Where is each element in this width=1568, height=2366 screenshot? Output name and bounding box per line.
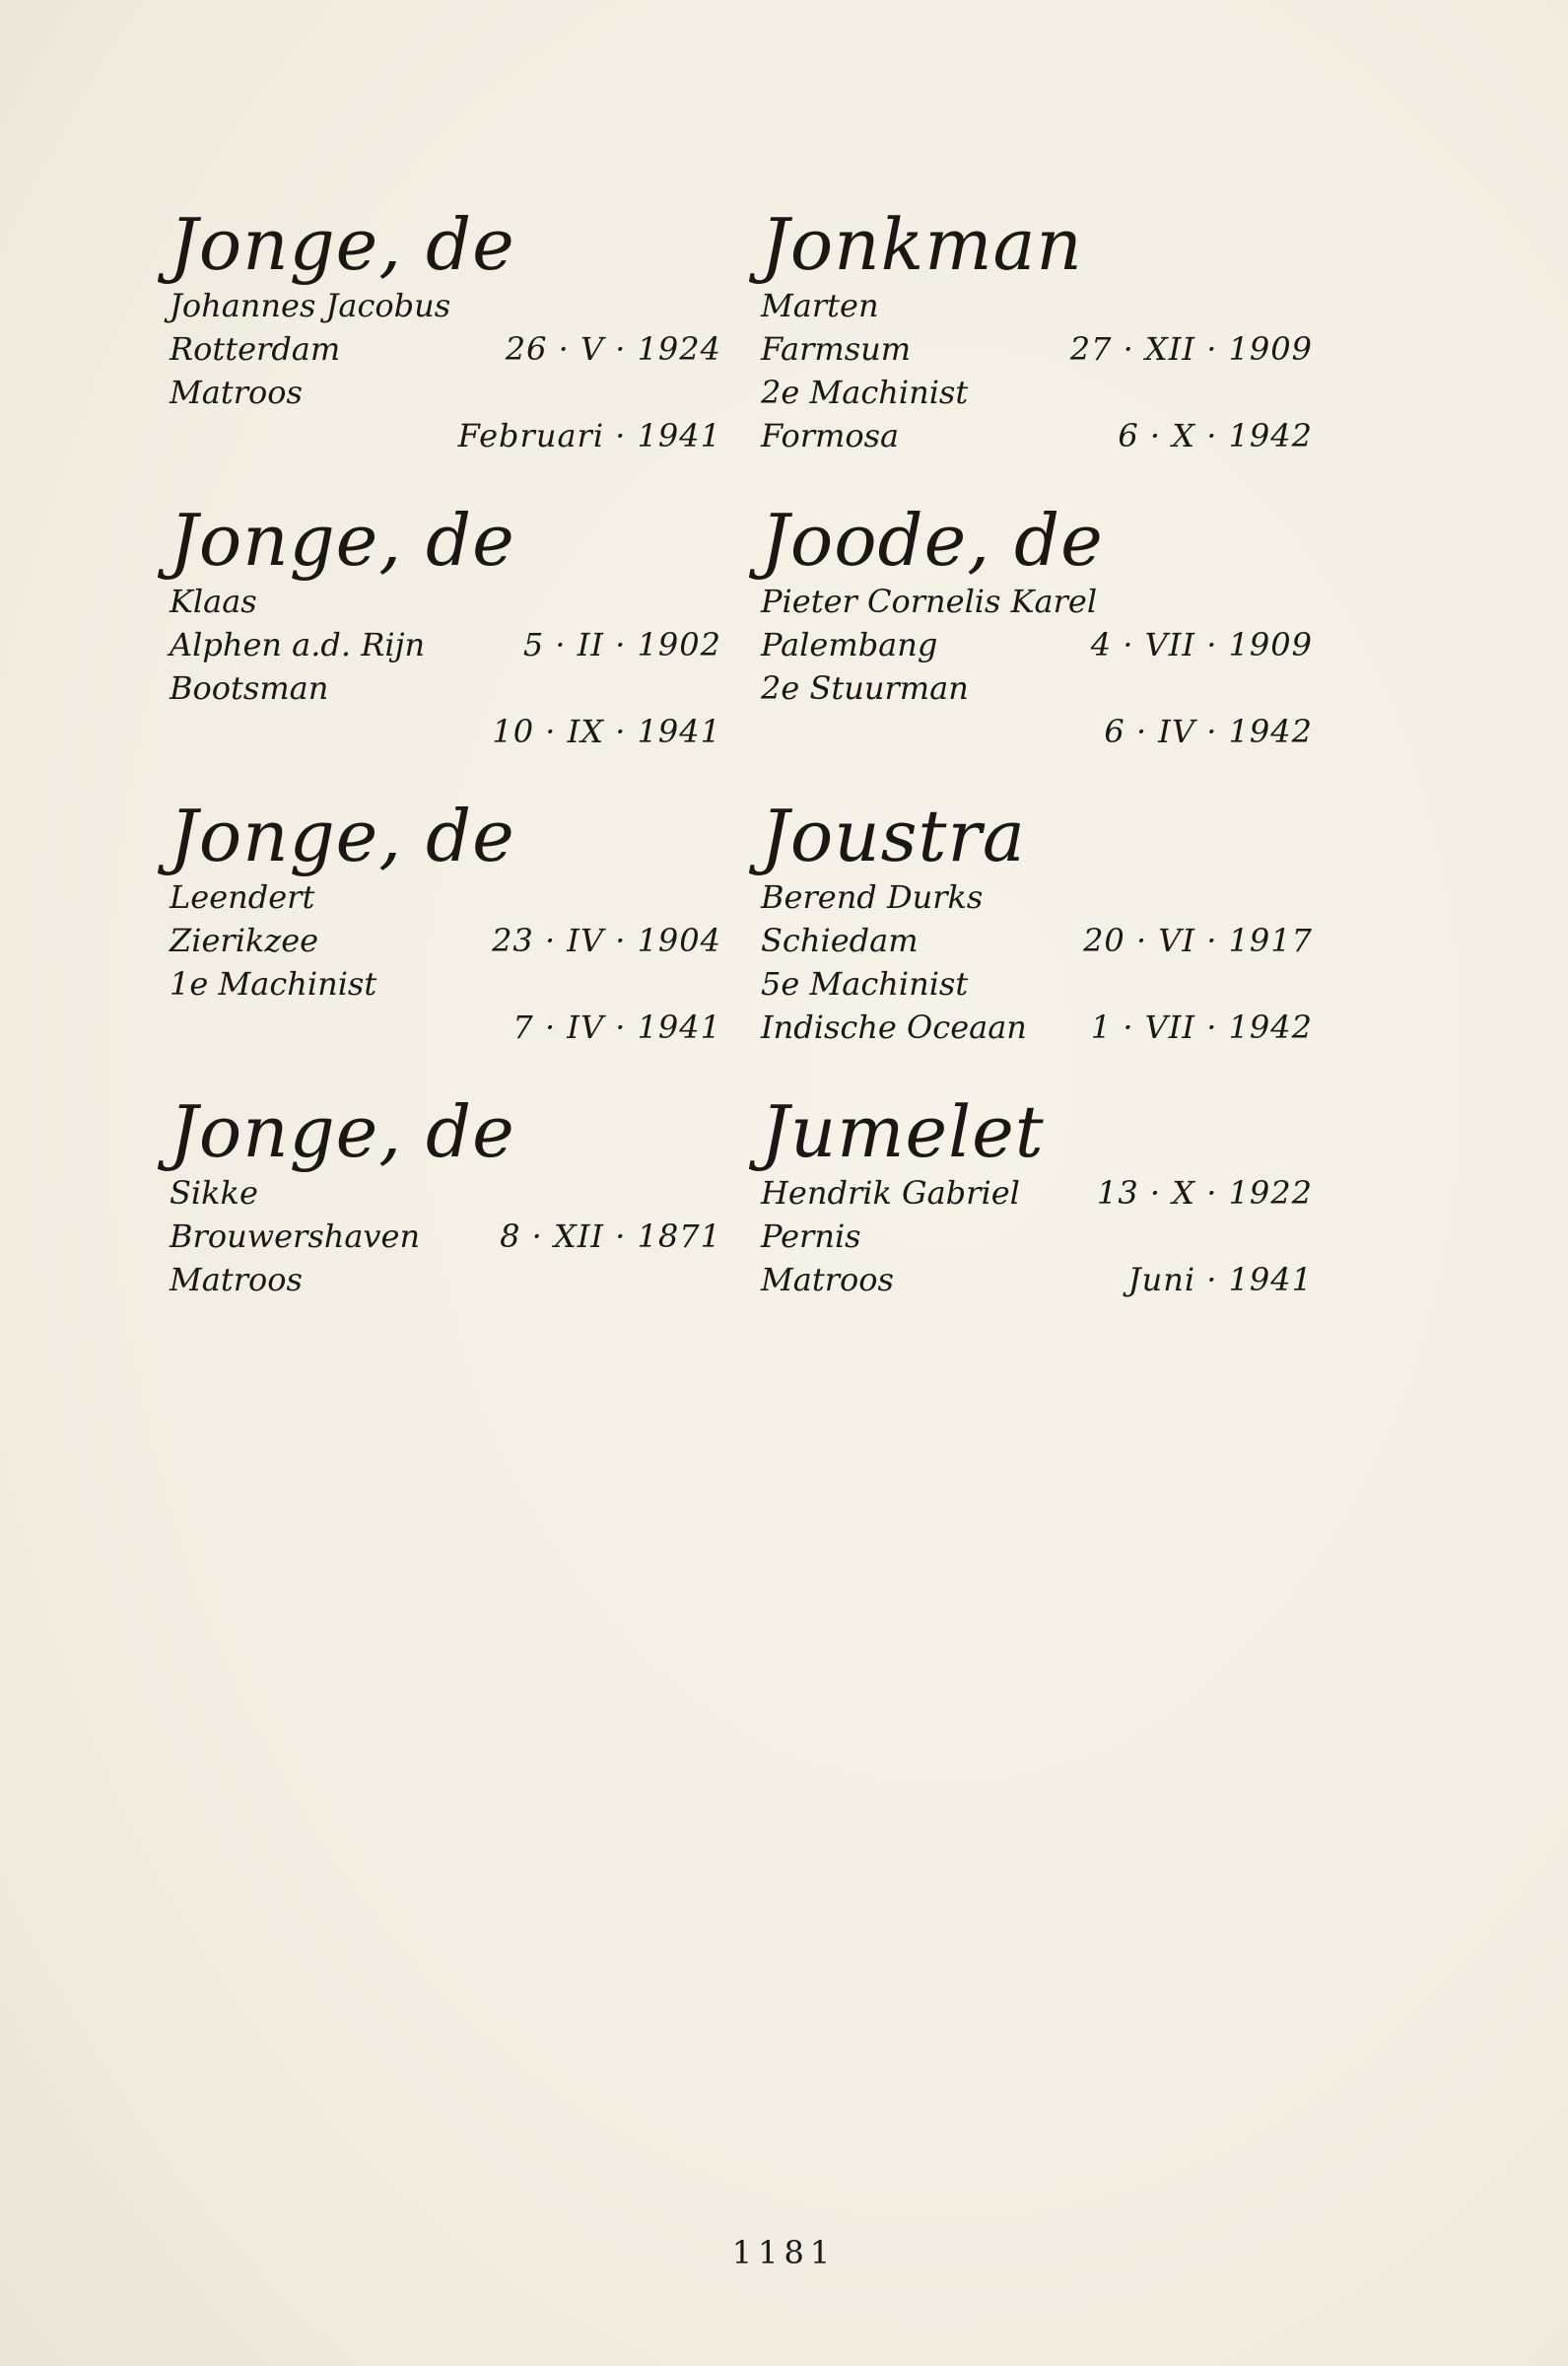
lost-date: 6 · X · 1942 — [1118, 417, 1313, 454]
firstnames: Klaas — [170, 583, 257, 620]
birth-line — [170, 327, 721, 371]
entry-jonge-klaas — [170, 501, 721, 753]
page-number: 1181 — [731, 2234, 837, 2271]
rank-text: 2e Stuurman — [761, 669, 969, 707]
birthplace: Palembang — [761, 626, 938, 663]
lost-date: 7 · IV · 1941 — [512, 1009, 721, 1046]
birthdate: 26 · V · 1924 — [505, 330, 721, 368]
rank-text: Bootsman — [170, 669, 329, 707]
rank — [761, 666, 1313, 710]
entry-jumelet-hendrik — [761, 1092, 1313, 1301]
entry-jonge-sikke — [170, 1092, 721, 1301]
birth-line — [761, 327, 1313, 371]
lost-place: Indische Oceaan — [761, 1009, 1027, 1046]
birthdate: 4 · VII · 1909 — [1090, 626, 1313, 663]
lost-date: 1 · VII · 1942 — [1090, 1009, 1313, 1046]
birth-line — [170, 919, 721, 962]
birthplace-line — [761, 1215, 1313, 1258]
firstnames: Leendert — [170, 878, 315, 916]
rank — [170, 962, 721, 1006]
rank — [170, 1258, 721, 1301]
entry-jonge-johannes — [170, 205, 721, 457]
birthplace: Brouwershaven — [170, 1218, 421, 1255]
birthdate: 23 · IV · 1904 — [492, 922, 721, 959]
entry-jonkman-marten — [761, 205, 1313, 457]
lost-line — [761, 1006, 1313, 1049]
birthdate: 27 · XII · 1909 — [1069, 330, 1313, 368]
surname: Jonge, de — [170, 203, 515, 286]
rank-text: Matroos — [170, 374, 303, 411]
lost-line — [170, 414, 721, 457]
rank — [170, 371, 721, 414]
surname: Jumelet — [761, 1090, 1045, 1173]
lost-date: Juni · 1941 — [1127, 1261, 1313, 1298]
birthplace: Alphen a.d. Rijn — [170, 626, 426, 663]
name-birthdate-line — [761, 1171, 1313, 1215]
rank — [761, 371, 1313, 414]
firstnames: Sikke — [170, 1174, 258, 1212]
entry-joode-pieter — [761, 501, 1313, 753]
surname: Jonge, de — [170, 499, 515, 582]
birthplace: Schiedam — [761, 922, 919, 959]
birthplace: Pernis — [761, 1218, 861, 1255]
surname: Jonge, de — [170, 795, 515, 877]
birthdate: 20 · VI · 1917 — [1083, 922, 1313, 959]
rank: Matroos — [761, 1261, 894, 1298]
birth-line — [761, 623, 1313, 666]
entry-jonge-leendert — [170, 797, 721, 1049]
birthdate: 5 · II · 1902 — [522, 626, 721, 663]
birthplace: Zierikzee — [170, 922, 319, 959]
surname: Jonge, de — [170, 1090, 515, 1173]
firstnames: Marten — [761, 287, 879, 324]
lost-line — [170, 1006, 721, 1049]
entry-joustra-berend — [761, 797, 1313, 1049]
lost-line — [761, 710, 1313, 753]
birthdate: 8 · XII · 1871 — [500, 1218, 721, 1255]
rank-text: 2e Machinist — [761, 374, 969, 411]
birthdate: 13 · X · 1922 — [1097, 1174, 1313, 1212]
rank — [761, 962, 1313, 1006]
birthplace: Rotterdam — [170, 330, 341, 368]
surname: Jonkman — [761, 203, 1083, 286]
lost-date: 10 · IX · 1941 — [492, 713, 721, 750]
lost-date: Februari · 1941 — [457, 417, 721, 454]
lost-line — [761, 414, 1313, 457]
surname: Joode, de — [761, 499, 1104, 582]
firstnames: Johannes Jacobus — [170, 287, 451, 324]
birth-line — [170, 1215, 721, 1258]
firstnames: Berend Durks — [761, 878, 984, 916]
rank-text: 1e Machinist — [170, 965, 377, 1003]
rank-line — [761, 1258, 1313, 1301]
firstnames: Pieter Cornelis Karel — [761, 583, 1098, 620]
rank — [170, 666, 721, 710]
firstnames: Hendrik Gabriel — [761, 1174, 1020, 1212]
lost-date: 6 · IV · 1942 — [1104, 713, 1313, 750]
lost-line — [170, 710, 721, 753]
birth-line — [170, 623, 721, 666]
surname: Joustra — [761, 795, 1026, 877]
lost-place: Formosa — [761, 417, 900, 454]
rank-text: Matroos — [170, 1261, 303, 1298]
rank-text: 5e Machinist — [761, 965, 969, 1003]
birthplace: Farmsum — [761, 330, 912, 368]
birth-line — [761, 919, 1313, 962]
